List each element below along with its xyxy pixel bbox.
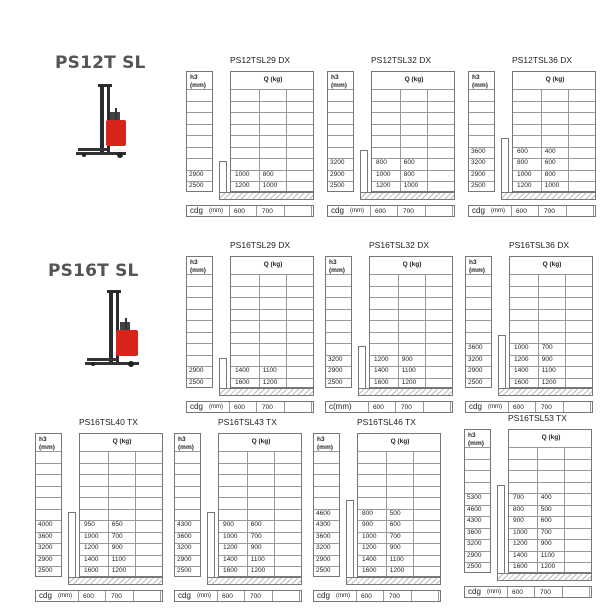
h3-label: h3 — [178, 436, 186, 443]
h3-unit: (mm) — [469, 267, 485, 274]
load-value: 900 — [401, 355, 413, 363]
pallet-stacker-icon — [74, 82, 132, 162]
q-header: Q (kg) — [402, 261, 422, 268]
load-chart — [186, 240, 314, 414]
cdg-row — [468, 205, 596, 217]
cdg-row — [464, 586, 592, 598]
load-value: 1400 — [362, 555, 377, 563]
h3-label: h3 — [190, 74, 198, 81]
load-chart — [327, 55, 455, 218]
load-value: 500 — [540, 505, 552, 513]
load-value: 900 — [111, 544, 123, 551]
h3-value: 3200 — [316, 544, 331, 551]
load-value: 950 — [84, 521, 95, 528]
mast-outline — [497, 485, 505, 581]
h3-value: 3600 — [316, 532, 331, 540]
load-value: 900 — [250, 544, 262, 551]
chart-title: PS12TSL36 DX — [512, 55, 573, 65]
load-value: 1200 — [111, 567, 127, 574]
h3-header — [328, 72, 347, 90]
h3-value: 3200 — [328, 355, 343, 363]
q-header: Q (kg) — [404, 76, 424, 83]
h3-unit: (mm) — [39, 444, 55, 451]
h3-value: 2900 — [471, 170, 486, 178]
h3-value: 3200 — [38, 544, 53, 551]
fork-outline — [219, 388, 314, 396]
h3-value: 2500 — [189, 182, 204, 189]
load-value: 1200 — [223, 544, 238, 551]
load-chart — [465, 240, 593, 414]
load-value: 1000 — [223, 532, 238, 540]
load-value: 650 — [111, 521, 123, 528]
h3-header — [469, 72, 488, 90]
h3-value: 2500 — [471, 182, 486, 189]
cdg-label: cdg — [190, 205, 203, 215]
load-value: 1100 — [401, 367, 416, 374]
load-value: 800 — [517, 159, 528, 166]
cdg-value: 600 — [373, 404, 384, 411]
h3-value: 3600 — [471, 147, 486, 155]
load-value: 800 — [362, 509, 373, 517]
h3-value: 3600 — [177, 532, 192, 540]
load-chart — [35, 417, 163, 603]
load-value: 1200 — [401, 378, 417, 386]
h3-value: 4300 — [467, 517, 482, 524]
h3-value: 3600 — [467, 528, 482, 536]
chart-title: PS12TSL32 DX — [371, 55, 432, 65]
cdg-row — [327, 205, 455, 217]
h3-value: 2500 — [189, 378, 204, 386]
h3-value: 2500 — [316, 567, 331, 574]
load-value: 1600 — [374, 378, 389, 386]
load-value: 700 — [513, 494, 524, 501]
load-value: 1000 — [403, 182, 419, 189]
q-header: Q (kg) — [251, 438, 271, 445]
cdg-row — [325, 401, 453, 413]
fork-outline — [207, 577, 302, 585]
cdg-value: 700 — [541, 404, 552, 411]
load-value: 1200 — [376, 182, 391, 189]
load-value: 1000 — [362, 532, 377, 540]
cdg-unit: (mm) — [487, 588, 501, 595]
mast-outline — [498, 335, 506, 397]
load-value: 1200 — [517, 182, 532, 189]
load-value: 1400 — [235, 367, 250, 374]
h3-value: 4600 — [467, 505, 482, 513]
load-value: 1000 — [84, 532, 99, 540]
load-value: 1100 — [250, 555, 265, 563]
cdg-value: 700 — [250, 592, 261, 600]
h3-label: h3 — [331, 74, 339, 81]
h3-unit: (mm) — [178, 444, 194, 451]
cdg-value: 700 — [540, 588, 551, 596]
q-header: Q (kg) — [542, 261, 562, 268]
cdg-label: cdg — [190, 402, 203, 411]
cdg-value: 600 — [375, 207, 386, 215]
h3-value: 2500 — [330, 182, 345, 189]
load-value: 900 — [513, 517, 524, 524]
h3-value: 3200 — [471, 159, 486, 166]
chart-title: PS16TSL36 DX — [509, 240, 570, 250]
cdg-label: cdg — [317, 590, 330, 600]
load-value: 1000 — [235, 170, 250, 178]
q-header: Q (kg) — [263, 76, 283, 83]
cdg-label: cdg — [469, 402, 482, 411]
cdg-unit: (mm) — [491, 207, 505, 214]
cdg-label: cdg — [468, 586, 481, 596]
cdg-unit: (mm) — [197, 592, 211, 599]
mast-outline — [501, 138, 509, 200]
cdg-row — [174, 590, 302, 602]
fork-outline — [497, 573, 592, 581]
model-title-ps16t-sl: PS16T SL — [48, 261, 139, 281]
fork-outline — [358, 388, 453, 396]
load-value: 1400 — [84, 555, 99, 563]
load-value: 600 — [544, 159, 556, 166]
cdg-row — [313, 590, 441, 602]
h3-value: 2900 — [189, 367, 204, 374]
load-value: 800 — [262, 170, 274, 178]
h3-value: 3600 — [468, 344, 483, 351]
load-value: 1200 — [514, 355, 529, 363]
h3-value: 4300 — [177, 521, 192, 528]
cdg-value: 600 — [234, 207, 245, 215]
cdg-row — [465, 401, 593, 413]
load-chart — [174, 417, 302, 603]
chart-title: PS12TSL29 DX — [230, 55, 291, 65]
mast-outline — [207, 512, 215, 585]
h3-value: 2500 — [467, 563, 482, 570]
fork-outline — [501, 192, 596, 200]
h3-unit: (mm) — [317, 444, 333, 451]
h3-unit: (mm) — [190, 267, 206, 274]
fork-outline — [498, 388, 593, 396]
h3-value: 2900 — [177, 555, 192, 563]
load-chart — [464, 413, 592, 599]
h3-label: h3 — [39, 436, 47, 443]
load-value: 1400 — [514, 367, 529, 374]
load-value: 1600 — [235, 378, 250, 386]
load-value: 1200 — [389, 567, 405, 574]
h3-unit: (mm) — [329, 267, 345, 274]
q-header: Q (kg) — [541, 434, 561, 441]
fork-outline — [68, 577, 163, 585]
h3-value: 2900 — [468, 367, 483, 374]
pallet-stacker-icon — [85, 290, 143, 370]
fork-outline — [219, 192, 314, 200]
cdg-value: 700 — [544, 207, 555, 215]
load-chart — [468, 55, 596, 218]
q-header: Q (kg) — [390, 438, 410, 445]
h3-value: 3200 — [177, 544, 192, 551]
h3-value: 2900 — [316, 555, 331, 563]
h3-value: 3600 — [38, 532, 53, 540]
load-value: 600 — [389, 521, 401, 528]
load-value: 800 — [513, 505, 524, 513]
load-value: 400 — [540, 494, 552, 501]
load-value: 1200 — [250, 567, 266, 574]
h3-value: 3200 — [467, 540, 482, 547]
load-value: 1000 — [517, 170, 532, 178]
load-value: 1200 — [362, 544, 377, 551]
cdg-value: 700 — [262, 404, 273, 411]
load-value: 800 — [376, 159, 387, 166]
load-value: 1400 — [513, 551, 528, 559]
chart-title: PS16TSL46 TX — [357, 417, 416, 427]
h3-value: 4000 — [38, 521, 53, 528]
load-chart — [313, 417, 441, 603]
load-value: 1000 — [514, 344, 529, 351]
h3-header — [465, 430, 484, 448]
h3-header — [466, 257, 485, 275]
load-value: 1600 — [84, 567, 99, 574]
load-value: 1000 — [376, 170, 391, 178]
load-value: 1200 — [374, 355, 389, 363]
fork-outline — [346, 577, 441, 585]
cdg-value: 600 — [516, 207, 527, 215]
h3-unit: (mm) — [331, 82, 347, 89]
q-header: Q (kg) — [112, 438, 132, 445]
load-value: 700 — [541, 344, 553, 351]
h3-value: 2900 — [189, 170, 204, 178]
model-title-ps12t-sl: PS12T SL — [55, 53, 146, 73]
cdg-unit: (mm) — [350, 207, 364, 214]
h3-label: h3 — [469, 259, 477, 266]
load-value: 1200 — [235, 182, 250, 189]
load-value: 900 — [540, 540, 552, 547]
h3-value: 4300 — [316, 521, 331, 528]
cdg-row — [186, 205, 314, 217]
load-value: 1600 — [223, 567, 238, 574]
h3-value: 2900 — [330, 170, 345, 178]
h3-header — [314, 434, 333, 452]
h3-value: 2500 — [177, 567, 192, 574]
h3-label: h3 — [329, 259, 337, 266]
load-value: 1400 — [374, 367, 389, 374]
load-value: 1000 — [513, 528, 528, 536]
cdg-label: cdg — [39, 590, 52, 600]
load-value: 1100 — [389, 555, 404, 563]
h3-value: 2900 — [467, 551, 482, 559]
cdg-unit: (mm) — [209, 404, 223, 410]
cdg-value: 700 — [389, 592, 400, 600]
h3-header — [36, 434, 55, 452]
load-value: 700 — [540, 528, 552, 536]
chart-title: PS16TSL43 TX — [218, 417, 277, 427]
cdg-value: 700 — [111, 592, 122, 600]
load-value: 1600 — [513, 563, 528, 570]
cdg-value: 600 — [222, 592, 233, 600]
load-value: 1100 — [541, 367, 556, 374]
load-value: 700 — [389, 532, 401, 540]
load-value: 800 — [544, 170, 556, 178]
cdg-unit: (mm) — [488, 404, 502, 410]
cdg-value: 700 — [403, 207, 414, 215]
cdg-label: c(mm) — [329, 402, 352, 411]
load-value: 1200 — [541, 378, 557, 386]
load-value: 900 — [223, 521, 234, 528]
mast-outline — [346, 500, 354, 585]
load-chart — [186, 55, 314, 218]
load-value: 500 — [389, 509, 401, 517]
load-value: 600 — [403, 159, 415, 166]
load-value: 1600 — [514, 378, 529, 386]
h3-unit: (mm) — [190, 82, 206, 89]
load-value: 1200 — [84, 544, 99, 551]
chart-title: PS16TSL32 DX — [369, 240, 430, 250]
cdg-unit: (mm) — [58, 592, 72, 599]
cdg-value: 600 — [512, 588, 523, 596]
load-value: 1100 — [540, 551, 555, 559]
cdg-value: 600 — [234, 404, 245, 411]
h3-value: 3200 — [468, 355, 483, 363]
load-value: 600 — [517, 147, 528, 155]
h3-value: 2900 — [38, 555, 53, 563]
chart-title: PS16TSL53 TX — [508, 413, 567, 423]
load-value: 1200 — [262, 378, 278, 386]
cdg-unit: (mm) — [336, 592, 350, 599]
cdg-unit: (mm) — [209, 207, 223, 214]
h3-header — [187, 72, 206, 90]
load-value: 1400 — [223, 555, 238, 563]
load-value: 1200 — [513, 540, 528, 547]
load-chart — [325, 240, 453, 414]
load-value: 600 — [540, 517, 552, 524]
load-value: 700 — [111, 532, 123, 540]
h3-label: h3 — [190, 259, 198, 266]
h3-value: 5300 — [467, 494, 482, 501]
cdg-value: 600 — [361, 592, 372, 600]
cdg-label: cdg — [178, 590, 191, 600]
h3-value: 4600 — [316, 509, 331, 517]
load-value: 1000 — [544, 182, 560, 189]
h3-value: 2500 — [328, 378, 343, 386]
q-header: Q (kg) — [545, 76, 565, 83]
load-value: 400 — [544, 147, 556, 155]
chart-title: PS16TSL29 DX — [230, 240, 291, 250]
load-value: 1600 — [362, 567, 377, 574]
h3-label: h3 — [317, 436, 325, 443]
h3-unit: (mm) — [468, 440, 484, 447]
mast-outline — [68, 512, 76, 585]
h3-value: 3200 — [330, 159, 345, 166]
fork-outline — [360, 192, 455, 200]
cdg-value: 600 — [83, 592, 94, 600]
load-value: 1000 — [262, 182, 278, 189]
h3-value: 2500 — [38, 567, 53, 574]
load-value: 900 — [541, 355, 553, 363]
h3-value: 2900 — [328, 367, 343, 374]
h3-unit: (mm) — [472, 82, 488, 89]
h3-header — [187, 257, 206, 275]
cdg-value: 700 — [262, 207, 273, 215]
h3-label: h3 — [472, 74, 480, 81]
load-value: 800 — [403, 170, 415, 178]
h3-value: 2500 — [468, 378, 483, 386]
load-value: 900 — [362, 521, 373, 528]
load-value: 1100 — [111, 555, 126, 563]
load-value: 600 — [250, 521, 262, 528]
load-value: 1200 — [540, 563, 556, 570]
cdg-value: 600 — [513, 404, 524, 411]
h3-header — [326, 257, 345, 275]
cdg-value: 700 — [401, 404, 412, 411]
load-value: 900 — [389, 544, 401, 551]
load-value: 1100 — [262, 367, 277, 374]
cdg-label: cdg — [472, 205, 485, 215]
h3-label: h3 — [468, 432, 476, 439]
h3-header — [175, 434, 194, 452]
cdg-label: cdg — [331, 205, 344, 215]
cdg-row — [35, 590, 163, 602]
load-value: 700 — [250, 532, 262, 540]
q-header: Q (kg) — [263, 261, 283, 268]
chart-title: PS16TSL40 TX — [79, 417, 138, 427]
cdg-row — [186, 401, 314, 413]
